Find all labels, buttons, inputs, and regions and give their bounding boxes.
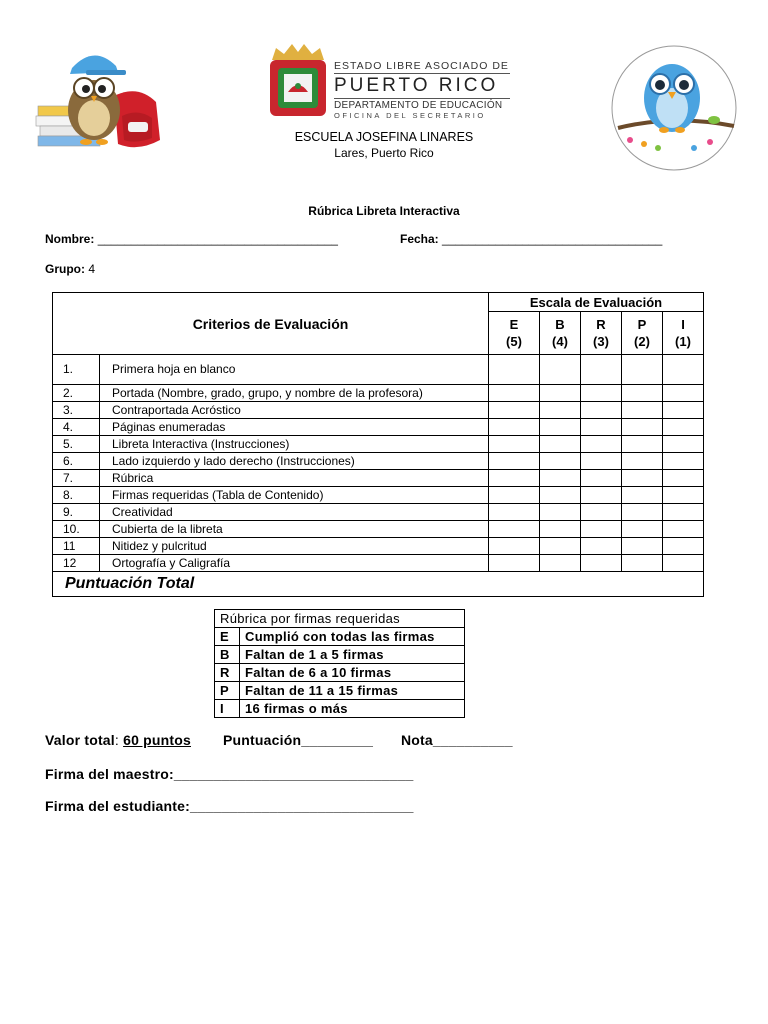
score-cell-r[interactable]	[581, 436, 622, 453]
score-cell-i[interactable]	[663, 453, 704, 470]
valor-value: 60 puntos	[123, 732, 191, 748]
score-cell-i[interactable]	[663, 436, 704, 453]
score-cell-i[interactable]	[663, 402, 704, 419]
score-cell-e[interactable]	[489, 538, 540, 555]
score-cell-p[interactable]	[622, 555, 663, 572]
criteria-header: Criterios de Evaluación	[53, 293, 489, 355]
fecha-line[interactable]: _________________________________	[442, 232, 663, 246]
score-cell-b[interactable]	[540, 470, 581, 487]
score-cell-i[interactable]	[663, 470, 704, 487]
rubric-row	[53, 521, 704, 538]
nota-field[interactable]: Nota__________	[401, 732, 513, 748]
score-cell-e[interactable]	[489, 402, 540, 419]
score-cell-i[interactable]	[663, 355, 704, 385]
score-cell-b[interactable]	[540, 355, 581, 385]
rubric-row	[53, 487, 704, 504]
score-cell-e[interactable]	[489, 504, 540, 521]
criterion-text: Primera hoja en blanco	[100, 355, 489, 385]
nombre-label: Nombre:	[45, 232, 95, 246]
criterion-text: Rúbrica	[100, 470, 489, 487]
score-cell-p[interactable]	[622, 470, 663, 487]
score-cell-b[interactable]	[540, 419, 581, 436]
document-title: Rúbrica Libreta Interactiva	[308, 204, 460, 218]
criterion-text: Ortografía y Caligrafía	[100, 555, 489, 572]
rubric-row	[53, 504, 704, 521]
score-cell-p[interactable]	[622, 521, 663, 538]
score-cell-e[interactable]	[489, 419, 540, 436]
grupo-label: Grupo:	[45, 262, 85, 276]
score-cell-r[interactable]	[581, 487, 622, 504]
key-letter: R	[215, 664, 240, 682]
school-name: ESCUELA JOSEFINA LINARES	[294, 130, 474, 144]
total-score-label: Puntuación Total	[53, 572, 704, 597]
blue-owl-logo	[610, 44, 740, 174]
criterion-text: Nitidez y pulcritud	[100, 538, 489, 555]
puntuacion-field[interactable]: Puntuación_________	[223, 732, 374, 748]
agency-line1: ESTADO LIBRE ASOCIADO DE	[334, 60, 509, 72]
score-cell-b[interactable]	[540, 453, 581, 470]
fecha-field	[400, 232, 662, 246]
score-cell-r[interactable]	[581, 504, 622, 521]
score-cell-b[interactable]	[540, 385, 581, 402]
key-description: Cumplió con todas las firmas	[240, 628, 465, 646]
rubric-row	[53, 470, 704, 487]
score-cell-i[interactable]	[663, 504, 704, 521]
score-cell-e[interactable]	[489, 436, 540, 453]
grupo-field	[45, 262, 95, 276]
criterion-number: 9.	[53, 504, 100, 521]
agency-line2: PUERTO RICO	[334, 75, 499, 96]
score-cell-b[interactable]	[540, 538, 581, 555]
score-cell-p[interactable]	[622, 504, 663, 521]
score-cell-b[interactable]	[540, 436, 581, 453]
criterion-number: 12	[53, 555, 100, 572]
criterion-number: 6.	[53, 453, 100, 470]
rubric-row	[53, 555, 704, 572]
score-cell-r[interactable]	[581, 453, 622, 470]
score-cell-e[interactable]	[489, 521, 540, 538]
score-cell-i[interactable]	[663, 419, 704, 436]
criterion-number: 11	[53, 538, 100, 555]
key-description: Faltan de 11 a 15 firmas	[240, 682, 465, 700]
agency-header	[334, 60, 510, 120]
scale-col-e: E (5)	[489, 312, 540, 355]
criterion-text: Firmas requeridas (Tabla de Contenido)	[100, 487, 489, 504]
score-cell-e[interactable]	[489, 555, 540, 572]
score-cell-r[interactable]	[581, 538, 622, 555]
rubric-row	[53, 538, 704, 555]
score-cell-r[interactable]	[581, 555, 622, 572]
puerto-rico-seal	[266, 42, 330, 122]
score-cell-r[interactable]	[581, 402, 622, 419]
score-cell-r[interactable]	[581, 521, 622, 538]
score-cell-i[interactable]	[663, 555, 704, 572]
score-cell-p[interactable]	[622, 453, 663, 470]
key-letter: E	[215, 628, 240, 646]
score-cell-e[interactable]	[489, 355, 540, 385]
score-cell-p[interactable]	[622, 355, 663, 385]
owl-with-backpack-logo	[34, 44, 164, 154]
criterion-text: Contraportada Acróstico	[100, 402, 489, 419]
signatures-key-row	[215, 700, 465, 718]
criterion-text: Lado izquierdo y lado derecho (Instrucciones)	[100, 453, 489, 470]
score-cell-b[interactable]	[540, 555, 581, 572]
rubric-row	[53, 436, 704, 453]
key-description: Faltan de 1 a 5 firmas	[240, 646, 465, 664]
score-cell-p[interactable]	[622, 419, 663, 436]
signatures-key-row	[215, 628, 465, 646]
rubric-row	[53, 453, 704, 470]
score-cell-p[interactable]	[622, 538, 663, 555]
criterion-number: 1.	[53, 355, 100, 385]
signatures-key-row	[215, 682, 465, 700]
score-cell-b[interactable]	[540, 487, 581, 504]
criterion-number: 2.	[53, 385, 100, 402]
criterion-number: 10.	[53, 521, 100, 538]
scale-col-b: B (4)	[540, 312, 581, 355]
score-cell-r[interactable]	[581, 470, 622, 487]
signatures-key-table	[214, 609, 465, 718]
nombre-line[interactable]: ____________________________________	[97, 232, 338, 246]
score-cell-b[interactable]	[540, 402, 581, 419]
score-cell-r[interactable]	[581, 385, 622, 402]
agency-line4: OFICINA DEL SECRETARIO	[334, 111, 486, 120]
rubric-row	[53, 385, 704, 402]
scale-col-r: R (3)	[581, 312, 622, 355]
criterion-number: 8.	[53, 487, 100, 504]
score-cell-r[interactable]	[581, 355, 622, 385]
rubric-row	[53, 355, 704, 385]
score-cell-e[interactable]	[489, 453, 540, 470]
key-letter: I	[215, 700, 240, 718]
signatures-key-row	[215, 646, 465, 664]
criterion-number: 7.	[53, 470, 100, 487]
scale-header: Escala de Evaluación	[489, 293, 704, 312]
valor-label: Valor total	[45, 732, 115, 748]
criterion-text: Libreta Interactiva (Instrucciones)	[100, 436, 489, 453]
criterion-text: Portada (Nombre, grado, grupo, y nombre de la profesora)	[100, 385, 489, 402]
school-city: Lares, Puerto Rico	[334, 146, 434, 160]
score-cell-e[interactable]	[489, 385, 540, 402]
criterion-number: 5.	[53, 436, 100, 453]
criterion-text: Creatividad	[100, 504, 489, 521]
key-description: 16 firmas o más	[240, 700, 465, 718]
rubric-table	[52, 292, 704, 597]
score-cell-i[interactable]	[663, 538, 704, 555]
scale-col-p: P (2)	[622, 312, 663, 355]
score-cell-p[interactable]	[622, 487, 663, 504]
score-cell-e[interactable]	[489, 470, 540, 487]
key-description: Faltan de 6 a 10 firmas	[240, 664, 465, 682]
score-cell-p[interactable]	[622, 385, 663, 402]
key-letter: B	[215, 646, 240, 664]
score-cell-i[interactable]	[663, 521, 704, 538]
score-cell-i[interactable]	[663, 385, 704, 402]
signatures-key-title: Rúbrica por firmas requeridas	[215, 610, 465, 628]
score-cell-p[interactable]	[622, 402, 663, 419]
valor-total: Valor total: 60 puntos	[45, 732, 191, 748]
student-signature-field[interactable]: Firma del estudiante:____________________________	[45, 798, 414, 814]
fecha-label: Fecha:	[400, 232, 439, 246]
key-letter: P	[215, 682, 240, 700]
score-cell-b[interactable]	[540, 521, 581, 538]
rubric-row	[53, 419, 704, 436]
grupo-value: 4	[88, 262, 96, 276]
signatures-key-row	[215, 664, 465, 682]
criterion-number: 3.	[53, 402, 100, 419]
rubric-row	[53, 402, 704, 419]
score-cell-b[interactable]	[540, 504, 581, 521]
score-cell-e[interactable]	[489, 487, 540, 504]
agency-line3: DEPARTAMENTO DE EDUCACIÓN	[334, 100, 503, 111]
criterion-text: Cubierta de la libreta	[100, 521, 489, 538]
score-cell-p[interactable]	[622, 436, 663, 453]
score-cell-i[interactable]	[663, 487, 704, 504]
score-cell-r[interactable]	[581, 419, 622, 436]
criterion-number: 4.	[53, 419, 100, 436]
criterion-text: Páginas enumeradas	[100, 419, 489, 436]
nombre-field	[45, 232, 338, 246]
scale-col-i: I (1)	[663, 312, 704, 355]
teacher-signature-field[interactable]: Firma del maestro:______________________________	[45, 766, 414, 782]
